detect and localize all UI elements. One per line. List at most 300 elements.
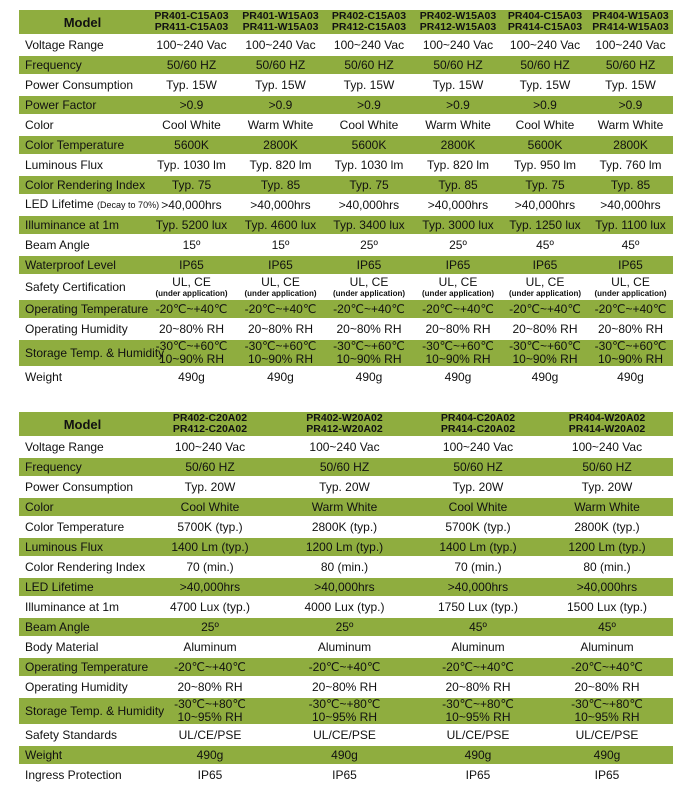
spec-row	[19, 498, 673, 516]
spec-value-cell	[414, 340, 502, 366]
row-label-text: Waterproof Level	[25, 257, 116, 272]
row-label-text: Beam Angle	[25, 619, 90, 634]
spec-value: 25º	[335, 619, 354, 634]
row-label-text: Operating Humidity	[25, 679, 128, 694]
spec-value: >0.9	[446, 97, 470, 112]
spec-value: -20℃~+40℃	[155, 301, 228, 316]
spec-value: Typ. 1100 lux	[595, 217, 666, 232]
row-label	[19, 36, 146, 54]
spec-value-cell	[274, 726, 415, 744]
row-label-text: Weight	[25, 369, 63, 384]
spec-value-cell	[324, 236, 414, 254]
spec-value-note: (under application)	[244, 289, 317, 298]
row-label-text: Power Consumption	[25, 479, 134, 494]
spec-value: Aluminum	[183, 639, 237, 654]
spec-row	[19, 176, 673, 194]
spec-value: 5600K	[351, 137, 387, 152]
spec-value-cell	[324, 256, 414, 274]
spec-value: 50/60 HZ	[319, 459, 370, 474]
spec-value: 100~240 Vac	[595, 37, 666, 52]
spec-value: Warm White	[425, 117, 491, 132]
spec-value: >40,000hrs	[338, 197, 400, 212]
spec-value-cell	[541, 746, 673, 764]
spec-value: -30℃~+80℃	[308, 697, 381, 711]
spec-value-cell	[414, 136, 502, 154]
row-label	[19, 320, 146, 338]
spec-value: 100~240 Vac	[156, 37, 227, 52]
row-label-text: Safety Certification	[25, 279, 126, 294]
spec-value-cell	[414, 236, 502, 254]
spec-value-cell	[541, 438, 673, 456]
spec-value-line2: 10~90% RH	[336, 352, 402, 366]
model-number: PR401-C15A03	[154, 10, 229, 22]
row-label-text: Ingress Protection	[25, 767, 122, 782]
spec-value-cell	[414, 216, 502, 234]
row-label	[19, 478, 146, 496]
spec-value: 490g	[464, 747, 492, 762]
spec-row	[19, 618, 673, 636]
spec-value-cell	[414, 276, 502, 298]
spec-value-cell	[324, 368, 414, 386]
spec-value: Typ. 20W	[319, 479, 370, 494]
spec-value-cell	[237, 340, 324, 366]
spec-value-cell	[414, 36, 502, 54]
spec-value: 490g	[531, 369, 559, 384]
spec-value-cell	[146, 598, 274, 616]
row-label-text: Power Factor	[25, 97, 97, 112]
spec-value-note: (under application)	[333, 289, 405, 298]
spec-value: >40,000hrs	[427, 197, 489, 212]
model-number: PR402-C20A02	[172, 412, 248, 424]
spec-value-cell	[415, 598, 541, 616]
spec-row	[19, 368, 673, 386]
spec-value-cell	[415, 638, 541, 656]
spec-value-cell	[415, 678, 541, 696]
spec-value-cell	[415, 478, 541, 496]
spec-value-cell	[146, 176, 237, 194]
spec-value: UL, CE	[261, 275, 300, 289]
row-label-text: Illuminance at 1m	[25, 599, 120, 614]
spec-value-note: (under application)	[422, 289, 494, 298]
spec-value: 1750 Lux (typ.)	[437, 599, 519, 614]
spec-value-cell	[146, 96, 237, 114]
spec-value: 5600K	[527, 137, 563, 152]
spec-row	[19, 156, 673, 174]
spec-value-cell	[415, 658, 541, 676]
spec-value-cell	[541, 698, 673, 724]
spec-value: 490g	[355, 369, 383, 384]
spec-value-cell	[146, 116, 237, 134]
row-label	[19, 678, 146, 696]
spec-value: 1400 Lm (typ.)	[439, 539, 517, 554]
model-number: PR401-W15A03	[242, 10, 319, 22]
row-label-text: Frequency	[25, 459, 82, 474]
spec-value: 490g	[617, 369, 644, 384]
spec-value: -20℃~+40℃	[442, 659, 514, 674]
spec-value: 45º	[536, 237, 554, 252]
spec-value: 1400 Lm (typ.)	[171, 539, 249, 554]
spec-value-cell	[274, 458, 415, 476]
row-label-text: Beam Angle	[25, 237, 90, 252]
spec-value-cell	[146, 196, 237, 214]
spec-value-cell	[588, 320, 673, 338]
spec-value-cell	[502, 368, 588, 386]
spec-value: 20~80% RH	[336, 321, 402, 336]
spec-value: IP65	[197, 767, 223, 782]
spec-value: Typ. 15W	[343, 77, 395, 92]
spec-value: 25º	[449, 237, 467, 252]
spec-value-cell	[146, 746, 274, 764]
spec-value: >0.9	[179, 97, 204, 112]
spec-value: Typ. 85	[260, 177, 301, 192]
spec-value-cell	[588, 340, 673, 366]
model-number: PR412-C15A03	[331, 21, 407, 33]
model-number: PR404-W20A02	[568, 412, 646, 424]
spec-value: 490g	[331, 747, 358, 762]
spec-value-cell	[274, 638, 415, 656]
spec-value: Typ. 75	[349, 177, 389, 192]
row-label-text: Voltage Range	[25, 439, 104, 454]
spec-table-20w	[19, 410, 673, 786]
spec-value-cell	[415, 438, 541, 456]
row-label	[19, 276, 146, 298]
spec-row	[19, 478, 673, 496]
spec-value: >0.9	[268, 97, 293, 112]
spec-value-cell	[415, 746, 541, 764]
row-label	[19, 598, 146, 616]
row-label-text: Color Temperature	[25, 519, 125, 534]
spec-value: 45º	[621, 237, 640, 252]
row-label	[19, 340, 165, 366]
spec-value-cell	[415, 726, 541, 744]
model-number: PR414-W20A02	[568, 423, 646, 435]
spec-value: -30℃~+80℃	[174, 697, 246, 711]
spec-value: -20℃~+40℃	[509, 301, 581, 316]
spec-value-cell	[324, 36, 414, 54]
spec-value: Typ. 15W	[255, 77, 306, 92]
model-number: PR414-C20A02	[440, 423, 516, 435]
spec-value-cell	[541, 598, 673, 616]
spec-value: 15º	[182, 237, 201, 252]
row-label	[19, 658, 149, 676]
spec-value-cell	[415, 578, 541, 596]
spec-value-cell	[414, 256, 502, 274]
spec-value: Typ. 15W	[432, 77, 484, 92]
row-label	[19, 618, 146, 636]
model-number: PR402-W15A03	[419, 10, 497, 22]
spec-value-cell	[146, 76, 237, 94]
model-header-label: Model	[19, 10, 146, 34]
spec-row	[19, 678, 673, 696]
spec-value: 100~240 Vac	[309, 439, 380, 454]
spec-value: >40,000hrs	[250, 197, 311, 212]
row-label-text: Frequency	[25, 57, 82, 72]
spec-value: 1200 Lm (typ.)	[305, 539, 384, 554]
header-row	[19, 412, 673, 436]
spec-value-cell	[588, 96, 673, 114]
model-header-cell	[588, 10, 673, 34]
model-number: PR412-W20A02	[306, 423, 383, 435]
spec-value-cell	[324, 136, 414, 154]
spec-value-cell	[588, 276, 673, 298]
spec-value: Typ. 1250 lux	[509, 217, 581, 232]
model-number: PR412-C20A02	[172, 423, 248, 435]
spec-value-line2: 10~90% RH	[597, 352, 664, 366]
spec-value-cell	[324, 300, 414, 318]
spec-value-cell	[588, 300, 673, 318]
spec-value-cell	[414, 368, 502, 386]
model-number: PR404-W15A03	[592, 10, 669, 22]
spec-row	[19, 36, 673, 54]
spec-value-cell	[237, 176, 324, 194]
spec-value: 80 (min.)	[583, 559, 631, 574]
spec-value-cell	[146, 578, 274, 596]
spec-value: -20℃~+40℃	[571, 659, 643, 674]
spec-value: 100~240 Vac	[571, 439, 643, 454]
spec-row	[19, 320, 673, 338]
row-label-text: Operating Temperature	[25, 659, 149, 674]
model-number: PR404-C15A03	[507, 10, 583, 22]
spec-value-cell	[237, 256, 324, 274]
spec-value-cell	[274, 538, 415, 556]
spec-value: Cool White	[448, 499, 508, 514]
spec-value-cell	[237, 196, 324, 214]
row-label	[19, 726, 146, 744]
spec-value-cell	[541, 478, 673, 496]
spec-value-cell	[324, 56, 414, 74]
spec-table-15w	[19, 8, 673, 388]
spec-row	[19, 236, 673, 254]
model-number: PR404-C20A02	[440, 412, 516, 424]
spec-value-cell	[237, 368, 324, 386]
spec-value: 50/60 HZ	[605, 57, 656, 72]
spec-row	[19, 96, 673, 114]
spec-value-cell	[237, 56, 324, 74]
spec-value-cell	[146, 658, 274, 676]
spec-value: Typ. 85	[610, 177, 651, 192]
spec-value-cell	[502, 196, 588, 214]
spec-row	[19, 538, 673, 556]
spec-value-cell	[502, 236, 588, 254]
spec-value: Cool White	[180, 499, 240, 514]
spec-value: Typ. 5200 lux	[155, 217, 228, 232]
spec-value: Typ. 15W	[605, 77, 656, 92]
spec-value-line2: 10~95% RH	[445, 710, 511, 724]
spec-value-note: (under application)	[155, 289, 228, 298]
row-label-text: Power Consumption	[25, 77, 134, 92]
spec-value: 70 (min.)	[454, 559, 502, 574]
spec-value: 20~80% RH	[597, 321, 664, 336]
spec-value: 70 (min.)	[186, 559, 234, 574]
spec-value: Warm White	[311, 499, 378, 514]
spec-value-cell	[146, 340, 237, 366]
model-number: PR402-C15A03	[331, 10, 407, 22]
model-header-label: Model	[19, 412, 146, 436]
spec-value-cell	[324, 156, 414, 174]
spec-value-cell	[274, 746, 415, 764]
row-label	[19, 558, 146, 576]
model-number: PR411-C15A03	[154, 21, 229, 33]
spec-value-cell	[237, 216, 324, 234]
row-label	[19, 176, 146, 194]
spec-value: >40,000hrs	[600, 197, 661, 212]
spec-value-cell	[414, 156, 502, 174]
spec-value-cell	[415, 558, 541, 576]
spec-value-cell	[274, 698, 415, 724]
spec-value-cell	[502, 320, 588, 338]
spec-value: 2800K	[613, 137, 648, 152]
spec-value: UL/CE/PSE	[313, 727, 376, 742]
spec-value-cell	[237, 320, 324, 338]
spec-value-cell	[324, 196, 414, 214]
row-label	[19, 498, 146, 516]
spec-value: IP65	[594, 767, 620, 782]
spec-value: Typ. 15W	[519, 77, 571, 92]
row-label-text: LED Lifetime	[25, 197, 94, 211]
spec-value-cell	[414, 96, 502, 114]
row-label	[19, 518, 146, 536]
spec-value: Typ. 950 lm	[513, 157, 577, 172]
spec-value: Typ. 3400 lux	[333, 217, 405, 232]
spec-value: UL/CE/PSE	[178, 727, 242, 742]
spec-value-cell	[324, 116, 414, 134]
spec-value-cell	[237, 156, 324, 174]
spec-value: 45º	[598, 619, 616, 634]
spec-value: IP65	[445, 257, 471, 272]
row-label-text: Color Rendering Index	[25, 559, 146, 574]
spec-value-cell	[324, 96, 414, 114]
model-number: PR402-W20A02	[306, 412, 383, 424]
row-label	[19, 196, 160, 214]
spec-value: 100~240 Vac	[174, 439, 246, 454]
spec-value: 20~80% RH	[574, 679, 640, 694]
row-label	[19, 116, 146, 134]
spec-value: 20~80% RH	[311, 679, 378, 694]
spec-value: 5700K (typ.)	[177, 519, 243, 534]
model-number: PR414-C15A03	[507, 21, 583, 33]
spec-value: 20~80% RH	[425, 321, 491, 336]
spec-value: 50/60 HZ	[185, 459, 235, 474]
spec-row	[19, 658, 673, 676]
spec-value: IP65	[618, 257, 643, 272]
spec-value-note: (under application)	[509, 289, 581, 298]
spec-row	[19, 438, 673, 456]
spec-value-cell	[146, 368, 237, 386]
spec-value-cell	[146, 156, 237, 174]
spec-value: 100~240 Vac	[422, 37, 494, 52]
row-label	[19, 538, 146, 556]
row-label	[19, 96, 146, 114]
spec-value: 25º	[360, 237, 378, 252]
model-header-cell	[414, 10, 502, 34]
spec-value: -30℃~+60℃	[333, 339, 405, 353]
spec-value: Typ. 820 lm	[249, 157, 312, 172]
spec-value-cell	[274, 658, 415, 676]
row-label	[19, 300, 149, 318]
spec-value: >40,000hrs	[161, 197, 222, 212]
spec-value-cell	[415, 698, 541, 724]
spec-value: Warm White	[247, 117, 314, 132]
spec-value-cell	[324, 176, 414, 194]
spec-value-cell	[274, 518, 415, 536]
spec-value: 50/60 HZ	[255, 57, 306, 72]
spec-value: 100~240 Vac	[442, 439, 514, 454]
spec-row	[19, 116, 673, 134]
spec-value: Cool White	[339, 117, 399, 132]
spec-value-cell	[415, 538, 541, 556]
spec-value: -30℃~+60℃	[422, 339, 494, 353]
row-label-text: Body Material	[25, 639, 99, 654]
spec-value: Aluminum	[580, 639, 634, 654]
spec-value: 20~80% RH	[247, 321, 314, 336]
spec-value-cell	[274, 598, 415, 616]
spec-value: Typ. 85	[438, 177, 478, 192]
spec-value-cell	[588, 176, 673, 194]
spec-value: Typ. 3000 lux	[422, 217, 494, 232]
spec-value-cell	[415, 518, 541, 536]
row-label-text: Voltage Range	[25, 37, 104, 52]
model-header-cell	[324, 10, 414, 34]
spec-row	[19, 558, 673, 576]
row-label-text: Weight	[25, 747, 63, 762]
model-header-cell	[146, 10, 237, 34]
spec-value-line2: 10~95% RH	[311, 710, 378, 724]
model-header-cell	[146, 412, 274, 436]
spec-value-cell	[541, 638, 673, 656]
spec-value: Aluminum	[451, 639, 505, 654]
row-label-note: (Decay to 70%)	[97, 200, 160, 210]
spec-value-cell	[146, 498, 274, 516]
spec-value: IP65	[268, 257, 293, 272]
spec-row	[19, 300, 673, 318]
spec-value: Typ. 20W	[184, 479, 236, 494]
spec-value-cell	[237, 236, 324, 254]
spec-value: IP65	[332, 767, 357, 782]
spec-value-cell	[502, 276, 588, 298]
spec-value: 25º	[201, 619, 219, 634]
row-label	[19, 136, 146, 154]
spec-value-cell	[588, 56, 673, 74]
spec-value-note: (under application)	[594, 289, 667, 298]
row-label-text: Operating Humidity	[25, 321, 128, 336]
spec-value: 100~240 Vac	[509, 37, 581, 52]
spec-row	[19, 518, 673, 536]
spec-value-cell	[146, 276, 237, 298]
spec-value-cell	[237, 76, 324, 94]
spec-value-cell	[415, 498, 541, 516]
spec-value-cell	[414, 300, 502, 318]
spec-value-cell	[274, 558, 415, 576]
spec-value: 490g	[178, 369, 205, 384]
spec-value-cell	[146, 320, 237, 338]
spec-value: Typ. 1030 lm	[334, 157, 404, 172]
spec-value: -20℃~+40℃	[174, 659, 246, 674]
spec-value: UL/CE/PSE	[446, 727, 510, 742]
spec-value-cell	[415, 458, 541, 476]
spec-value-cell	[588, 368, 673, 386]
spec-value: 50/60 HZ	[453, 459, 503, 474]
spec-value-cell	[274, 478, 415, 496]
spec-value-cell	[146, 538, 274, 556]
spec-value: 2800K	[440, 137, 476, 152]
spec-value-cell	[324, 216, 414, 234]
spec-value-cell	[502, 340, 588, 366]
spec-value: 490g	[267, 369, 294, 384]
row-label-text: Color Temperature	[25, 137, 125, 152]
model-number: PR412-W15A03	[419, 21, 497, 33]
spec-value: -30℃~+80℃	[571, 697, 643, 711]
spec-value: 20~80% RH	[512, 321, 578, 336]
